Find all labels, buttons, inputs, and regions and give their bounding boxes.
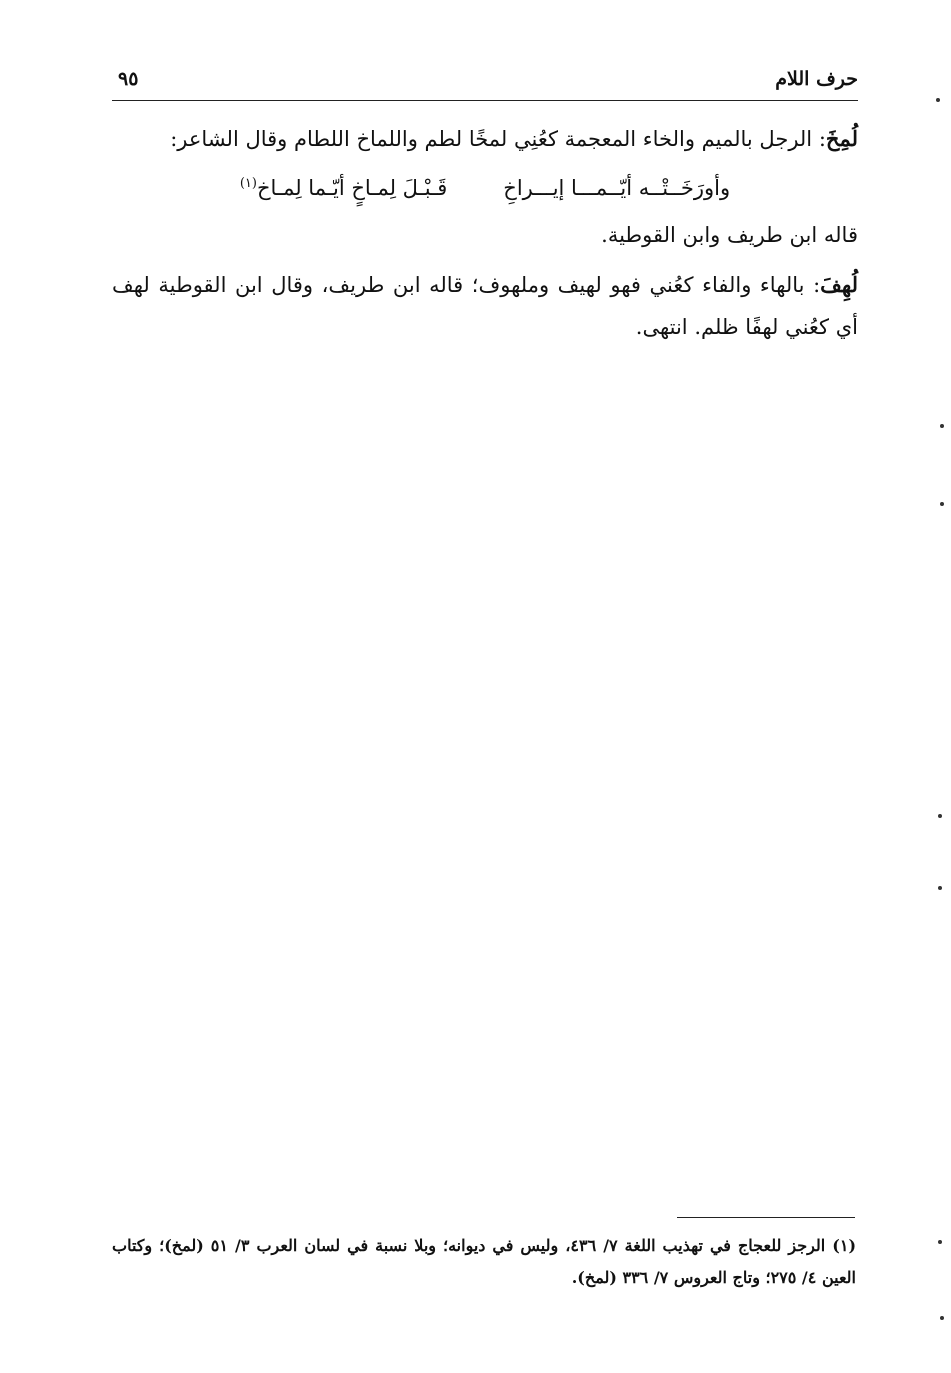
verse-second-hemistich-wrap (240, 166, 447, 210)
attribution-line: قاله ابن طريف وابن القوطية. (601, 223, 858, 247)
footnote-marker: (١) (832, 1236, 857, 1255)
entry-paragraph (112, 264, 858, 348)
verse-second-hemistich: قَـبْـلَ لِمـاخٍ أيّـما لِمـاخ (256, 176, 448, 200)
scan-speck (940, 502, 944, 506)
poetry-verse (112, 166, 858, 210)
footnotes (112, 1230, 856, 1294)
scan-speck (940, 424, 944, 428)
footnote-separator (677, 1217, 855, 1218)
footnote-text: الرجز للعجاج في تهذيب اللغة ٧/ ٤٣٦، وليس في ديوانه؛ وبلا نسبة في لسان العرب ٣/ ٥١ (لمخ)؛ وكتاب العين ٤/ ٢٧٥؛ وتاج العروس ٧/ ٣٣٦ (لمخ). (112, 1236, 856, 1287)
main-text (112, 118, 858, 348)
entry-text: : بالهاء والفاء كعُني فهو لهيف وملهوف؛ قاله ابن طريف، وقال ابن القوطية لهف أي كعُني لهفًا ظلم. انتهى. (112, 273, 858, 339)
entry-term: لُمِخَ (825, 126, 858, 151)
footnote-item (112, 1230, 856, 1294)
verse-first-hemistich: وأورَخَــتْــه أيّــمـــا إيـــراخِ (503, 176, 731, 200)
scan-speck (938, 886, 942, 890)
chapter-title: حرف اللام (775, 68, 858, 90)
entry-text: : الرجل بالميم والخاء المعجمة كعُنِي لمخًا لطم واللماخ اللطام وقال الشاعر: (170, 127, 826, 151)
entry-term: لُهِفَ (820, 272, 858, 297)
footnote-reference[interactable]: (١) (239, 176, 257, 191)
scan-speck (938, 1240, 942, 1244)
scan-speck (938, 814, 942, 818)
page-number: ٩٥ (118, 68, 139, 90)
scan-speck (940, 1316, 944, 1320)
scan-speck (936, 98, 940, 102)
running-header (112, 60, 858, 101)
entry-paragraph (112, 118, 858, 160)
